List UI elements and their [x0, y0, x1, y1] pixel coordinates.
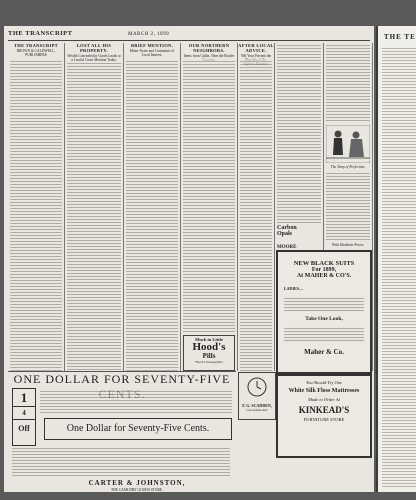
temp-caption: The Temp of Perfection. [330, 165, 366, 169]
column-1 [8, 43, 65, 371]
text-block [126, 59, 178, 371]
scadden-ad [238, 372, 276, 420]
fraction-bottom: Off [18, 424, 30, 433]
column-heading: OUR NORTHERN NEIGHBORS. [188, 43, 230, 53]
maher-title: NEW BLACK SUITS [293, 260, 355, 267]
fraction-box [12, 388, 36, 446]
text-block [40, 389, 232, 415]
text-block [183, 59, 235, 333]
text-block [12, 446, 230, 476]
maher-take: Take One Look, [305, 316, 343, 322]
column-heading: AFTER LOCAL ADVICE. [238, 43, 274, 53]
hoods-brand: Hood's [192, 341, 226, 353]
moore-name: MOORE [277, 245, 297, 250]
maher-name: Maher & Co. [304, 348, 344, 356]
carbon-title: Carbon [277, 225, 297, 231]
column-5 [238, 43, 275, 371]
column-3 [124, 43, 181, 371]
column-2 [65, 43, 124, 371]
text-block [277, 43, 321, 223]
text-block [284, 296, 364, 312]
column-subheading: Items from Callin, Near the Border [183, 54, 235, 58]
column-heading: THE TRANSCRIPT [13, 43, 58, 48]
illustration-figures [326, 125, 370, 163]
kinkead-ad [276, 374, 372, 458]
scadden-name: F. G. SCADDEN, [242, 403, 272, 408]
kinkead-line2: White Silk Floss Mattresses [288, 388, 360, 394]
hoods-top: Much in Little [195, 337, 223, 342]
masthead-date: MARCH 2, 1899 [128, 32, 170, 37]
maher-store: At MAHER & CO'S. [296, 273, 352, 279]
edge-title: THE TE [384, 33, 416, 41]
column-subheading: Wealth Concealed in Goods Leads to [67, 54, 121, 58]
column-subheading: Tell Your Friends the [240, 54, 272, 58]
opals-title: Opals [277, 231, 293, 237]
fraction-mid: 4 [13, 406, 35, 420]
text-block [10, 59, 62, 371]
bottom-ad-banner: One Dollar for Seventy-Five Cents. [44, 418, 232, 440]
column-subheading: BROWN & CALDWELL, PUBLISHERS [16, 49, 56, 58]
hoods-ad [183, 335, 235, 371]
column-heading: BRIEF MENTION. [130, 43, 174, 48]
maher-ladies: LADIES— [284, 286, 303, 291]
store-sub: THE CASH DRY GOODS STORE. [110, 488, 164, 492]
text-block [382, 46, 416, 488]
text-block [284, 326, 364, 342]
carbon-ad [277, 225, 321, 250]
kinkead-title: KINKEAD'S [298, 405, 350, 415]
temp-sub: With Moderate Prices. [331, 243, 365, 247]
kinkead-line1: You Should Try One [306, 380, 342, 385]
column-heading: LOST ALL HIS PROPERTY. [76, 43, 112, 53]
maher-year: For 1899, [311, 267, 337, 273]
adjacent-page-edge [376, 26, 416, 492]
clock-icon [243, 376, 271, 398]
maher-ad [276, 250, 372, 374]
newspaper-page [4, 26, 374, 492]
column-subheading: Minor Notes and Comments of Local Interest. [129, 49, 175, 58]
masthead [8, 30, 370, 41]
kinkead-line4: FURNITURE STORE [303, 417, 345, 422]
text-block [240, 59, 272, 371]
hoods-caption: Hood's Sarsaparilla [195, 360, 223, 364]
column-4 [181, 43, 238, 371]
text-block [67, 61, 121, 371]
scadden-sub: Cloverdale Ind. [246, 408, 268, 412]
bottom-ad-title: ONE DOLLAR FOR SEVENTY-FIVE [13, 372, 231, 386]
text-block [326, 43, 370, 121]
text-block [326, 171, 370, 241]
fraction-top: 1 [20, 390, 28, 405]
store-name: CARTER & JOHNSTON, [88, 479, 186, 487]
masthead-title: THE TRANSCRIPT [8, 30, 73, 37]
kinkead-line3: Made to Order At [308, 397, 340, 402]
hoods-pills: Pills [202, 352, 216, 360]
